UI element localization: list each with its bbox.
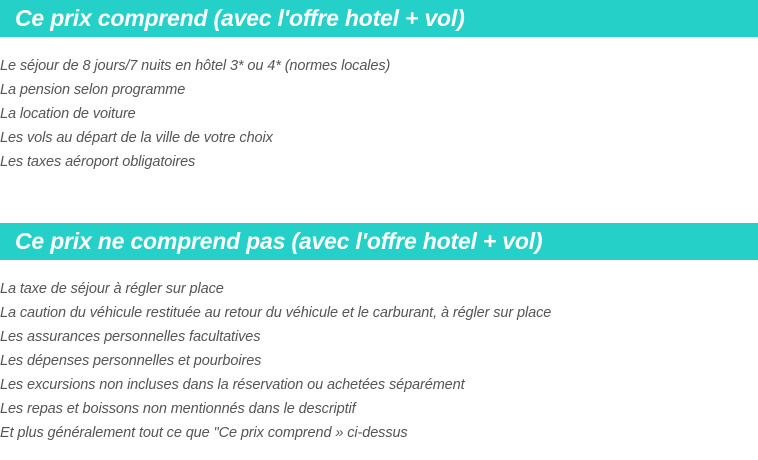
excluded-item-vehicle-deposit: La caution du véhicule restituée au retour du véhicule et le carburant, à régler sur place — [0, 305, 552, 321]
excluded-item-tourist-tax: La taxe de séjour à régler sur place — [0, 281, 224, 297]
excluded-item-excursions: Les excursions non incluses dans la réservation ou achetées séparément — [0, 377, 465, 393]
excluded-heading: Ce prix ne comprend pas (avec l'offre hotel + vol) — [0, 223, 758, 260]
excluded-item-personal-expenses: Les dépenses personnelles et pourboires — [0, 353, 262, 369]
included-item-flights: Les vols au départ de la ville de votre choix — [0, 130, 273, 146]
excluded-list — [0, 277, 758, 445]
included-item-airport-taxes: Les taxes aéroport obligatoires — [0, 154, 196, 170]
included-item-board: La pension selon programme — [0, 82, 186, 98]
excluded-item-insurance: Les assurances personnelles facultatives — [0, 329, 261, 345]
included-section — [0, 0, 758, 174]
included-item-stay: Le séjour de 8 jours/7 nuits en hôtel 3* ou 4* (normes locales) — [0, 58, 391, 74]
included-list — [0, 54, 758, 174]
excluded-section — [0, 223, 758, 445]
included-item-car-rental: La location de voiture — [0, 106, 136, 122]
excluded-item-general: Et plus généralement tout ce que "Ce prix comprend » ci-dessus — [0, 425, 408, 441]
included-heading: Ce prix comprend (avec l'offre hotel + vol) — [0, 0, 758, 37]
excluded-item-meals-drinks: Les repas et boissons non mentionnés dans le descriptif — [0, 401, 356, 417]
